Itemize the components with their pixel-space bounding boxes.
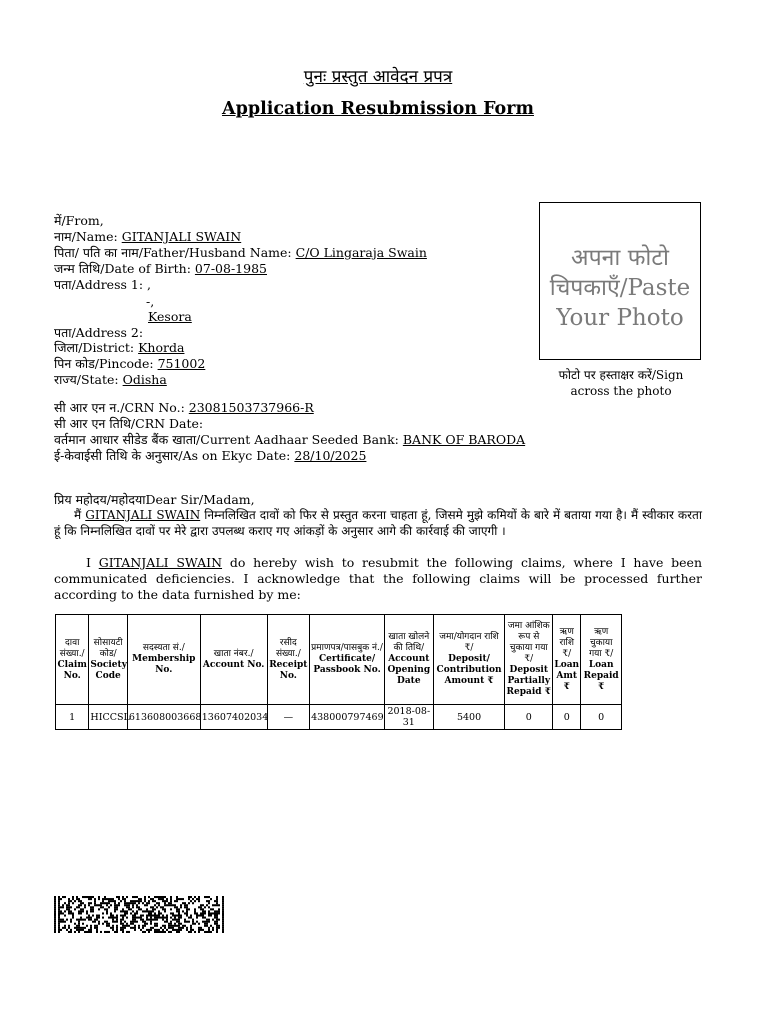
table-row [56, 705, 622, 730]
bank-label: वर्तमान आधार सीडेड बैंक खाता/Current Aadhaar Seeded Bank: [54, 432, 399, 447]
crn-row [54, 400, 314, 416]
ekyc-row [54, 448, 366, 464]
name-value: GITANJALI SWAIN [121, 229, 242, 244]
address1-line3: Kesora [148, 309, 192, 324]
header-english: Deposit Partially Repaid ₹ [506, 665, 551, 697]
page-title-hindi: पुनः प्रस्तुत आवेदन प्रपत्र [303, 67, 453, 87]
ekyc-value: 28/10/2025 [294, 448, 367, 463]
district-row [54, 340, 184, 356]
table-cell: 0 [581, 705, 622, 730]
table-header-row [56, 615, 622, 705]
pincode-row [54, 356, 205, 372]
ekyc-label: ई-केवाईसी तिथि के अनुसार/As on Ekyc Date: [54, 448, 291, 463]
dob-row [54, 261, 267, 277]
table-header-cell [200, 615, 267, 705]
english-paragraph [54, 555, 702, 603]
claims-table [55, 614, 622, 730]
hindi-prefix: मैं [74, 508, 82, 522]
table-header-cell [553, 615, 581, 705]
dob-value: 07-08-1985 [194, 261, 267, 276]
english-body: do hereby wish to resubmit the following claims, where I have been communicated deficiencies. I acknowledge that the following claims will be processed further according to the data furnished by me: [54, 555, 702, 602]
photo-box [539, 202, 701, 360]
header-english: Account Opening Date [387, 654, 431, 686]
pincode-label: पिन कोड/Pincode: [54, 356, 154, 371]
crn-date-label: सी आर एन तिथि/CRN Date: [54, 416, 204, 431]
header-hindi: जमा आंशिक रूप से चुकाया गया ₹/ [507, 621, 550, 664]
hindi-name: GITANJALI SWAIN [85, 508, 201, 522]
english-prefix: I [86, 555, 91, 570]
table-header-cell [127, 615, 200, 705]
header-hindi: खाता खोलने की तिथि/ [388, 632, 430, 653]
header-english: Claim No. [57, 659, 87, 681]
header-hindi: खाता नंबर./ [213, 648, 254, 659]
english-name: GITANJALI SWAIN [98, 555, 223, 570]
father-value: C/O Lingaraja Swain [295, 245, 427, 260]
state-label: राज्य/State: [54, 372, 119, 387]
header-english: Account No. [202, 659, 265, 670]
bank-value: BANK OF BARODA [402, 432, 526, 447]
page-title: Application Resubmission Form [222, 99, 534, 119]
table-header-cell [310, 615, 385, 705]
address1-line2: -, [146, 294, 155, 309]
from-label: में/From, [54, 213, 104, 228]
barcode-icon [54, 896, 226, 933]
address1-label: पता/Address 1: , [54, 277, 151, 292]
name-label: नाम/Name: [54, 229, 118, 244]
pincode-value: 751002 [157, 356, 206, 371]
father-label: पिता/ पति का नाम/Father/Husband Name: [54, 245, 292, 260]
state-value: Odisha [122, 372, 167, 387]
table-header-cell [56, 615, 89, 705]
table-header-cell [433, 615, 505, 705]
header-hindi: रसीद संख्या./ [275, 637, 301, 659]
header-english: Loan Amt ₹ [554, 659, 580, 692]
table-cell: 0 [553, 705, 581, 730]
table-header-cell [267, 615, 310, 705]
table-cell: 438000797469 [310, 705, 385, 730]
hindi-body: निम्नलिखित दावों को फिर से प्रस्तुत करना चाहता हूं, जिसमे मुझे कमियों के बारे में बताया गया है। मैं स्वीकार करता हूं कि निम्नलिखित दावों पर मेरे द्वारा उपलब्ध कराए गए आंकड़ों के अनुसार आगे की कार्रवाई की जाएगी । [54, 508, 702, 538]
table-header-cell [505, 615, 553, 705]
header-hindi: सोसायटी कोड/ [93, 637, 123, 659]
address2-label: पता/Address 2: [54, 325, 144, 340]
header-hindi: प्रमाणपत्र/पासबुक नं./ [311, 643, 383, 653]
crn-label: सी आर एन न./CRN No.: [54, 400, 185, 415]
district-value: Khorda [138, 340, 185, 355]
father-row [54, 245, 427, 261]
salutation: प्रिय महोदय/महोदयाDear Sir/Madam, [54, 492, 255, 507]
header-english: Deposit/ Contribution Amount ₹ [436, 654, 502, 686]
header-english: Society Code [90, 659, 127, 681]
header-hindi: सदस्यता सं./ [142, 643, 185, 653]
district-label: जिला/District: [54, 340, 135, 355]
table-header-cell [581, 615, 622, 705]
hindi-paragraph [54, 507, 702, 539]
table-cell: HICCSL [89, 705, 127, 730]
header-hindi: दावा संख्या./ [59, 637, 85, 659]
state-row [54, 372, 167, 388]
crn-value: 23081503737966-R [188, 400, 314, 415]
header-hindi: जमा/योगदान राशि ₹/ [439, 632, 499, 653]
header-english: Membership No. [132, 654, 196, 675]
table-cell: 0 [505, 705, 553, 730]
table-cell: 2018-08-31 [385, 705, 434, 730]
table-header-cell [385, 615, 434, 705]
table-header-cell [89, 615, 127, 705]
bank-row [54, 432, 525, 448]
photo-caption: फोटो पर हस्ताक्षर करें/Sign across the photo [558, 368, 684, 398]
header-hindi: ऋण राशि ₹/ [559, 626, 574, 659]
dob-label: जन्म तिथि/Date of Birth: [54, 261, 191, 276]
header-english: Loan Repaid ₹ [583, 659, 619, 692]
name-row [54, 229, 241, 245]
header-english: Certificate/ Passbook No. [313, 654, 381, 675]
table-cell: 1 [56, 705, 89, 730]
header-english: Receipt No. [269, 659, 308, 681]
photo-placeholder-text: अपना फोटो चिपकाएँ/Paste Your Photo [549, 245, 691, 331]
table-cell: — [267, 705, 310, 730]
table-cell: 5400 [433, 705, 505, 730]
header-hindi: ऋण चुकाया गया ₹/ [589, 626, 614, 659]
table-cell: 13607402034 [200, 705, 267, 730]
table-cell: 613608003668 [127, 705, 200, 730]
